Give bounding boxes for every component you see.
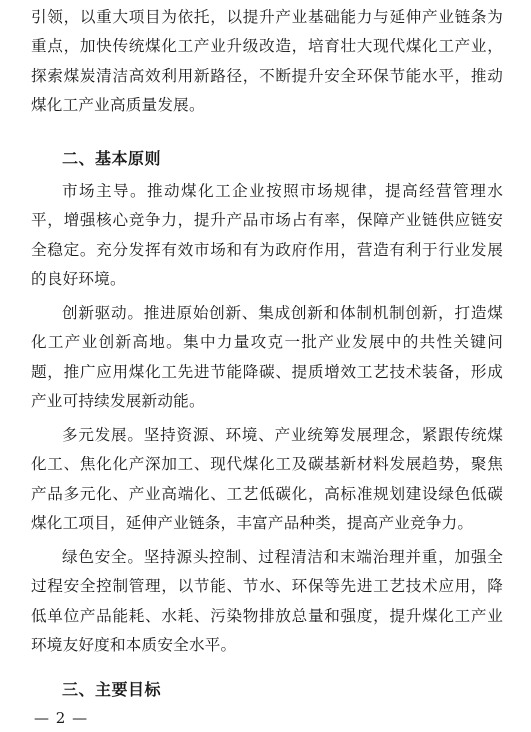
section-heading-basic-principles: 二、基本原则 <box>62 149 162 168</box>
principle-paragraph-green-safety: 绿色安全。坚持源头控制、过程清洁和末端治理并重，加强全过程安全控制管理，以节能、节水、环保等先进工艺技术应用，降低单位产品能耗、水耗、污染物排放总量和强度，提升煤化工产业环境友好度和本质安全水平。 <box>31 548 503 654</box>
principle-paragraph-market-led: 市场主导。推动煤化工企业按照市场规律，提高经营管理水平，增强核心竞争力，提升产品市场占有率，保障产业链供应链安全稳定。充分发挥有效市场和有为政府作用，营造有利于行业发展的良好环境。 <box>31 182 503 288</box>
principle-paragraph-diversified-development: 多元发展。坚持资源、环境、产业统筹发展理念，紧跟传统煤化工、焦化化产深加工、现代煤化工及碳基新材料发展趋势，聚焦产品多元化、产业高端化、工艺低碳化，高标准规划建设绿色低碳煤化工项目，延伸产业链条，丰富产品种类，提高产业竞争力。 <box>31 426 503 532</box>
intro-paragraph: 引领，以重大项目为依托，以提升产业基础能力与延伸产业链条为重点，加快传统煤化工产业升级改造，培育壮大现代煤化工产业，探索煤炭清洁高效利用新路径，不断提升安全环保节能水平，推动煤化工产业高质量发展。 <box>31 8 503 114</box>
principle-paragraph-innovation-driven: 创新驱动。推进原始创新、集成创新和体制机制创新，打造煤化工产业创新高地。集中力量攻克一批产业发展中的共性关键问题，推广应用煤化工先进节能降碳、提质增效工艺技术装备，形成产业可持续发展新动能。 <box>31 304 503 410</box>
section-heading-main-goals: 三、主要目标 <box>62 680 162 699</box>
page-number: — 2 — <box>34 709 89 727</box>
